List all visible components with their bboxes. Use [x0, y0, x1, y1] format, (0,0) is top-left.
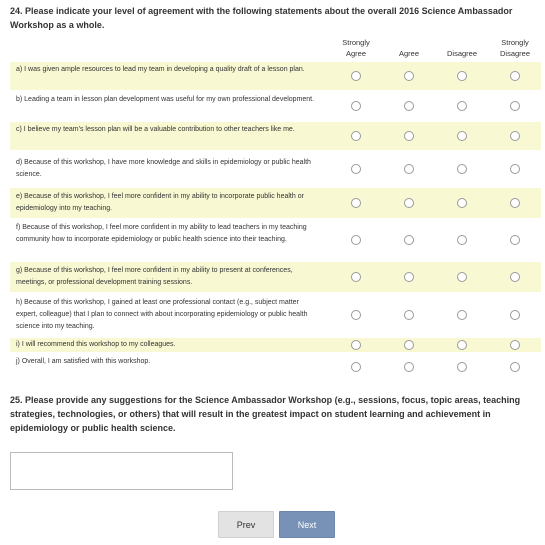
radio-strongly-disagree[interactable] — [510, 198, 520, 208]
matrix-row-f — [10, 220, 541, 260]
column-header-strongly-agree: Strongly Agree — [342, 38, 370, 58]
radio-disagree[interactable] — [457, 131, 467, 141]
prev-button[interactable]: Prev — [218, 511, 274, 538]
matrix-row-j — [10, 356, 541, 378]
matrix-row-d — [10, 154, 541, 184]
statement-label: g) Because of this workshop, I feel more confident in my ability to present at conferences, meetings, or professional development training sessions. — [16, 267, 293, 286]
radio-agree[interactable] — [404, 235, 414, 245]
radio-agree[interactable] — [404, 164, 414, 174]
radio-strongly-disagree[interactable] — [510, 362, 520, 372]
radio-strongly-agree[interactable] — [351, 198, 361, 208]
matrix-row-c — [10, 122, 541, 150]
radio-agree[interactable] — [404, 71, 414, 81]
radio-strongly-agree[interactable] — [351, 310, 361, 320]
matrix-row-a — [10, 62, 541, 90]
statement-label: i) I will recommend this workshop to my colleagues. — [16, 341, 176, 348]
radio-strongly-disagree[interactable] — [510, 71, 520, 81]
column-header-disagree: Disagree — [446, 49, 477, 58]
column-header-agree: Agree — [398, 49, 419, 58]
radio-agree[interactable] — [404, 272, 414, 282]
radio-strongly-agree[interactable] — [351, 272, 361, 282]
radio-strongly-agree[interactable] — [351, 235, 361, 245]
statement-label: b) Leading a team in lesson plan development was useful for my own professional development. — [16, 96, 315, 103]
matrix-row-i — [10, 338, 541, 352]
radio-agree[interactable] — [404, 198, 414, 208]
column-header-strongly-disagree: Strongly Disagree — [499, 38, 530, 58]
statement-label: h) Because of this workshop, I gained at least one professional contact (e.g., subject matter expert, colleague) that I plan to connect with about incorporating epidemiology or public health science into my teaching. — [16, 299, 308, 330]
matrix-row-e — [10, 188, 541, 218]
radio-strongly-disagree[interactable] — [510, 164, 520, 174]
radio-disagree[interactable] — [457, 198, 467, 208]
statement-label: d) Because of this workshop, I have more knowledge and skills in epidemiology or public health science. — [16, 159, 311, 178]
radio-disagree[interactable] — [457, 71, 467, 81]
radio-strongly-disagree[interactable] — [510, 131, 520, 141]
suggestions-textarea[interactable] — [10, 452, 233, 490]
matrix-row-h — [10, 294, 541, 336]
next-button[interactable]: Next — [279, 511, 335, 538]
question-25-title: 25. Please provide any suggestions for the Science Ambassador Workshop (e.g., sessions, focus, topic areas, teaching strategies, technologies, or others) that will result in the greatest impact on student learning and achievement in epidemiology or public health science. — [10, 395, 521, 433]
radio-strongly-agree[interactable] — [351, 71, 361, 81]
statement-label: f) Because of this workshop, I feel more confident in my ability to lead teachers in my teaching community how to incorporate epidemiology or public health science into their teaching. — [16, 224, 307, 243]
matrix-row-b — [10, 92, 541, 120]
radio-strongly-disagree[interactable] — [510, 310, 520, 320]
radio-strongly-disagree[interactable] — [510, 235, 520, 245]
radio-agree[interactable] — [404, 362, 414, 372]
matrix-row-g — [10, 262, 541, 292]
radio-strongly-agree[interactable] — [351, 101, 361, 111]
statement-label: j) Overall, I am satisfied with this workshop. — [16, 358, 151, 365]
radio-disagree[interactable] — [457, 101, 467, 111]
radio-strongly-agree[interactable] — [351, 340, 361, 350]
radio-agree[interactable] — [404, 340, 414, 350]
radio-disagree[interactable] — [457, 164, 467, 174]
radio-disagree[interactable] — [457, 235, 467, 245]
statement-label: a) I was given ample resources to lead my team in developing a quality draft of a lesson plan. — [16, 66, 305, 73]
statement-label: c) I believe my team's lesson plan will be a valuable contribution to other teachers like me. — [16, 126, 295, 133]
radio-agree[interactable] — [404, 131, 414, 141]
question-24-title: 24. Please indicate your level of agreement with the following statements about the overall 2016 Science Ambassador Workshop as a whole. — [10, 6, 513, 30]
radio-strongly-agree[interactable] — [351, 164, 361, 174]
radio-strongly-disagree[interactable] — [510, 340, 520, 350]
radio-disagree[interactable] — [457, 272, 467, 282]
radio-disagree[interactable] — [457, 340, 467, 350]
radio-agree[interactable] — [404, 310, 414, 320]
radio-disagree[interactable] — [457, 310, 467, 320]
radio-strongly-disagree[interactable] — [510, 101, 520, 111]
radio-strongly-disagree[interactable] — [510, 272, 520, 282]
radio-strongly-agree[interactable] — [351, 362, 361, 372]
radio-agree[interactable] — [404, 101, 414, 111]
radio-disagree[interactable] — [457, 362, 467, 372]
statement-label: e) Because of this workshop, I feel more confident in my ability to incorporate public health or epidemiology into my teaching. — [16, 193, 304, 212]
radio-strongly-agree[interactable] — [351, 131, 361, 141]
